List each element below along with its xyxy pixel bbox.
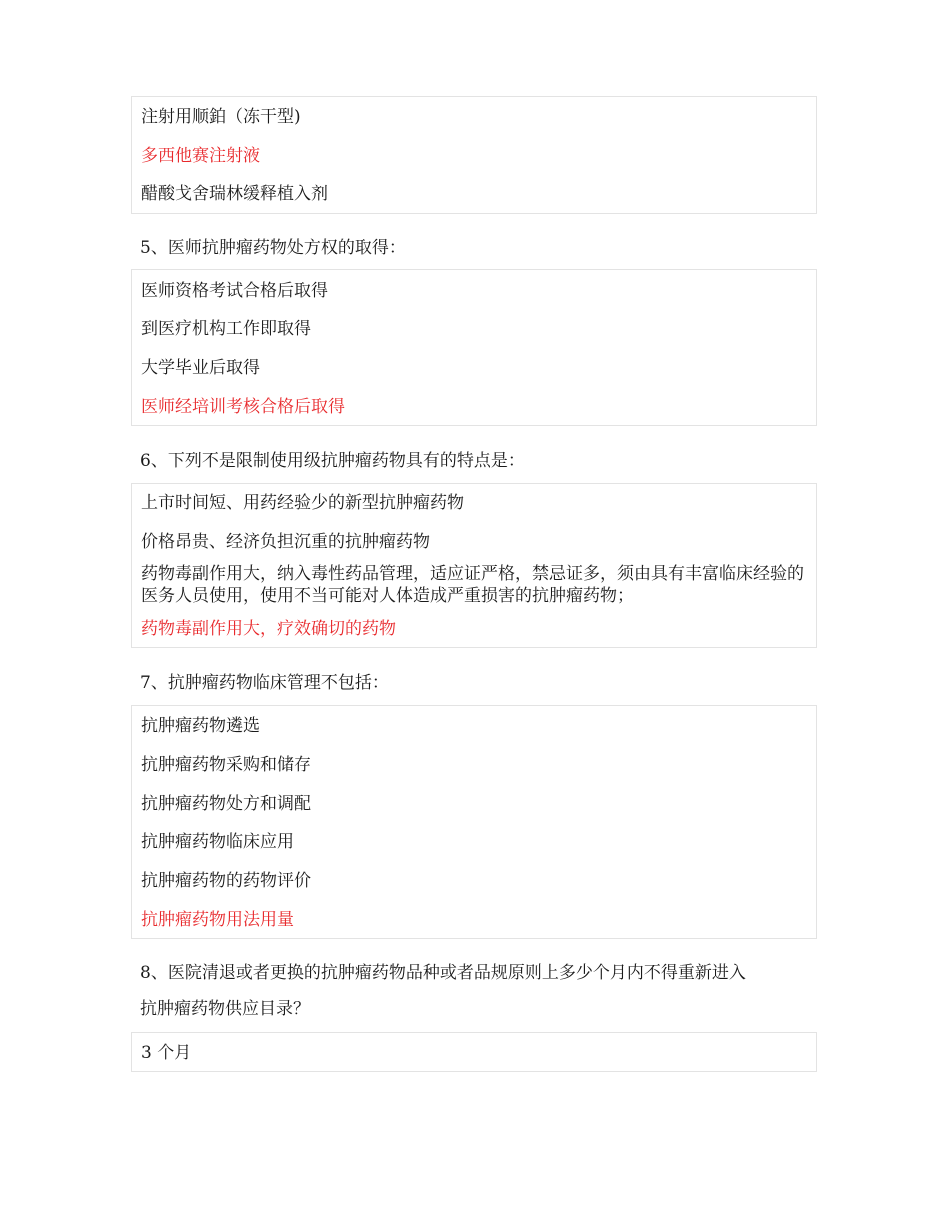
q6-option-4-correct: 药物毒副作用大，疗效确切的药物 (141, 619, 396, 639)
q5-option-1: 医师资格考试合格后取得 (141, 281, 328, 301)
q6-option-1: 上市时间短、用药经验少的新型抗肿瘤药物 (141, 493, 464, 513)
q8-question-line1: 8、医院清退或者更换的抗肿瘤药物品种或者品规原则上多少个月内不得重新进入 (140, 963, 746, 983)
q7-options-box (131, 705, 817, 939)
q5-options-box (131, 269, 817, 426)
q5-option-4-correct: 医师经培训考核合格后取得 (141, 397, 345, 417)
q7-option-3: 抗肿瘤药物处方和调配 (141, 794, 311, 814)
q7-option-6-correct: 抗肿瘤药物用法用量 (141, 910, 294, 930)
q7-option-4: 抗肿瘤药物临床应用 (141, 832, 294, 852)
q8-options-box (131, 1032, 817, 1072)
q4-option-2-correct: 多西他赛注射液 (141, 146, 260, 166)
q6-question: 6、下列不是限制使用级抗肿瘤药物具有的特点是： (140, 451, 525, 471)
q7-option-1: 抗肿瘤药物遴选 (141, 716, 260, 736)
q5-option-3: 大学毕业后取得 (141, 358, 260, 378)
q7-question: 7、抗肿瘤药物临床管理不包括： (140, 673, 389, 693)
q4-option-1: 注射用顺鉑（冻干型) (141, 107, 301, 127)
q7-option-5: 抗肿瘤药物的药物评价 (141, 871, 311, 891)
q8-question-line2: 抗肿瘤药物供应目录？ (140, 999, 310, 1019)
q4-options-box (131, 96, 817, 214)
q8-option-1: 3 个月 (141, 1043, 192, 1063)
q6-options-box (131, 483, 817, 648)
q5-question: 5、医师抗肿瘤药物处方权的取得： (140, 238, 406, 258)
q4-option-3: 醋酸戈舍瑞林缓释植入剂 (141, 184, 328, 204)
q7-option-2: 抗肿瘤药物采购和储存 (141, 755, 311, 775)
q5-option-2: 到医疗机构工作即取得 (141, 319, 311, 339)
q6-option-3: 药物毒副作用大，纳入毒性药品管理，适应证严格，禁忌证多，须由具有丰富临床经验的医务人员使用，使用不当可能对人体造成严重损害的抗肿瘤药物； (141, 564, 804, 606)
q6-option-2: 价格昂贵、经济负担沉重的抗肿瘤药物 (141, 532, 430, 552)
